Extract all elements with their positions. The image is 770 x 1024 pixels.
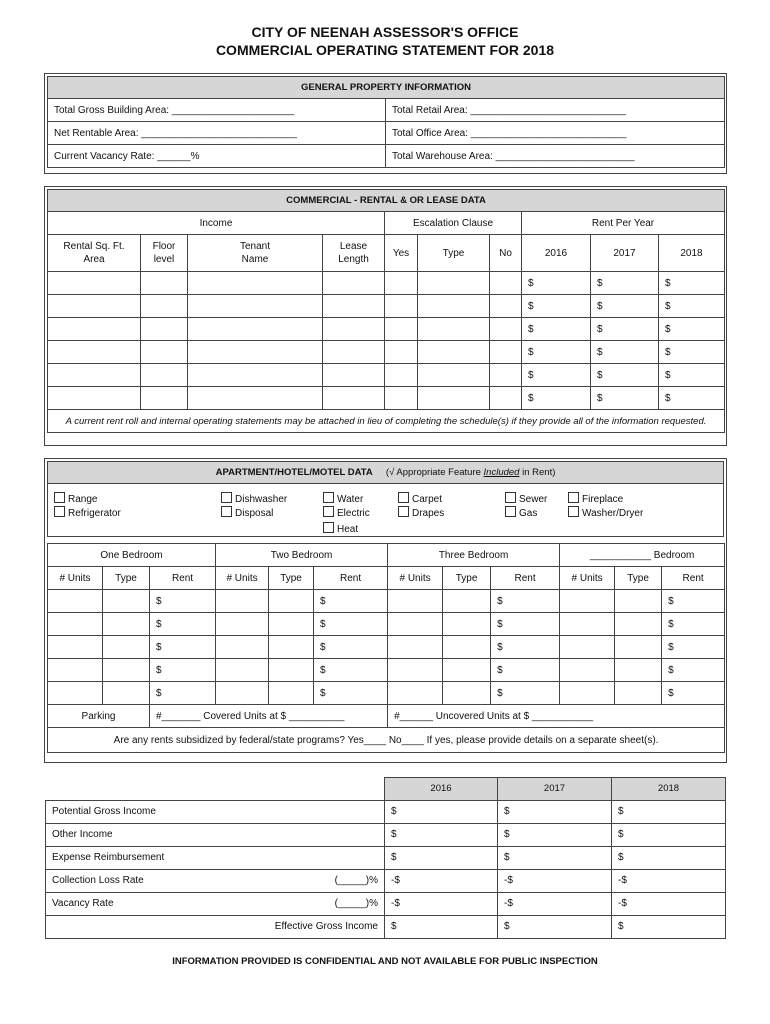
rental-row [48,364,725,387]
rental-cell[interactable] [141,364,188,387]
col-floor-level: Floor level [141,235,188,272]
effective-gross-2018[interactable]: $ [612,915,726,938]
apartment-cell[interactable] [269,659,314,682]
checkbox-icon[interactable] [323,522,334,533]
rental-cell[interactable] [48,318,141,341]
apartment-cell[interactable] [443,613,491,636]
apartment-cell[interactable] [269,636,314,659]
rental-row [48,318,725,341]
feature-disposal[interactable] [221,506,273,521]
confidential-footer: INFORMATION PROVIDED IS CONFIDENTIAL AND NOT AVAILABLE FOR PUBLIC INSPECTION [172,956,598,967]
feature-drapes[interactable] [398,506,444,521]
one-bedroom-header: One Bedroom [48,544,216,567]
checkbox-icon[interactable] [323,492,334,503]
total-retail-area-field[interactable]: Total Retail Area: ____________________________ [386,99,725,122]
rental-cell[interactable]: $ [659,341,725,364]
vacancy-label: Vacancy Rate [52,898,114,909]
uncovered-units-field[interactable]: #______ Uncovered Units at $ ___________ [388,705,725,728]
general-table [47,76,725,168]
rental-cell[interactable] [418,387,490,410]
apartment-cell[interactable] [269,613,314,636]
apartment-cell[interactable] [443,682,491,705]
general-title: GENERAL PROPERTY INFORMATION [48,77,725,99]
col-units: # Units [216,567,269,590]
rental-cell[interactable] [385,295,418,318]
feature-electric[interactable] [323,506,370,521]
potential-gross-label: Potential Gross Income [46,800,385,823]
other-income-label: Other Income [46,823,385,846]
rental-cell[interactable] [490,341,522,364]
rental-cell[interactable] [323,387,385,410]
rental-cell[interactable] [385,364,418,387]
other-bedroom-header: ___________ Bedroom [560,544,725,567]
feature-electric-label: Electric [337,508,370,519]
feature-washer-dryer-label: Washer/Dryer [582,508,644,519]
rental-cell[interactable] [141,272,188,295]
income-col-2018: 2018 [612,778,726,801]
rental-cell[interactable] [323,341,385,364]
income-table [45,777,726,939]
total-office-area-field[interactable]: Total Office Area: ____________________________ [386,122,725,145]
apartment-cell[interactable] [615,682,662,705]
feature-refrigerator-label: Refrigerator [68,508,121,519]
apartment-cell[interactable] [615,613,662,636]
income-blank [46,778,385,801]
feature-washer-dryer[interactable] [568,506,643,521]
rental-cell[interactable] [323,318,385,341]
apartment-cell[interactable] [216,659,269,682]
rental-cell[interactable]: $ [591,295,659,318]
apartment-cell[interactable] [615,590,662,613]
apartment-cell[interactable] [103,636,150,659]
apartment-cell[interactable] [560,659,615,682]
col-2017: 2017 [591,235,659,272]
col-yes: Yes [385,235,418,272]
col-rent: Rent [662,567,725,590]
apartment-cell[interactable]: $ [491,590,560,613]
apartment-cell[interactable]: $ [491,659,560,682]
rental-cell[interactable]: $ [591,272,659,295]
apartment-cell[interactable]: $ [314,590,388,613]
checkbox-icon[interactable] [398,506,409,517]
checkbox-icon[interactable] [221,492,232,503]
collection-loss-label: Collection Loss Rate [52,875,144,886]
apartment-cell[interactable] [103,659,150,682]
feature-sewer[interactable] [505,492,547,507]
apartment-cell[interactable] [216,590,269,613]
apartment-cell[interactable]: $ [662,682,725,705]
rental-cell[interactable] [48,364,141,387]
expense-reimb-2018[interactable]: $ [612,846,726,869]
apartment-cell[interactable]: $ [314,613,388,636]
collection-loss-2016[interactable]: -$ [385,869,498,892]
apartment-cell[interactable] [388,682,443,705]
col-2016: 2016 [522,235,591,272]
vacancy-row-label [46,892,385,915]
apartment-cell[interactable] [615,636,662,659]
rental-cell[interactable] [418,295,490,318]
apartment-cell[interactable] [216,682,269,705]
apartment-title-cell [48,462,724,484]
apartment-cell[interactable] [216,636,269,659]
rental-cell[interactable] [48,295,141,318]
apartment-cell[interactable] [560,682,615,705]
rental-title: COMMERCIAL - RENTAL & OR LEASE DATA [48,190,725,212]
apartment-cell[interactable]: $ [662,590,725,613]
rental-cell[interactable]: $ [591,364,659,387]
apartment-row [48,659,725,682]
expense-reimb-2016[interactable]: $ [385,846,498,869]
rental-cell[interactable] [490,272,522,295]
col-tenant-name: Tenant Name [188,235,323,272]
income-col-2017: 2017 [498,778,612,801]
apartment-cell[interactable] [560,636,615,659]
apartment-cell[interactable] [48,613,103,636]
apartment-cell[interactable]: $ [491,636,560,659]
col-rental-sqft: Rental Sq. Ft. Area [48,235,141,272]
effective-gross-2016[interactable]: $ [385,915,498,938]
feature-gas-label: Gas [519,508,538,519]
rental-cell[interactable]: $ [591,387,659,410]
rental-cell[interactable] [188,341,323,364]
expense-reimb-label: Expense Reimbursement [46,846,385,869]
covered-units-field[interactable]: #_______ Covered Units at $ __________ [150,705,388,728]
rental-cell[interactable] [48,272,141,295]
total-warehouse-area-field[interactable]: Total Warehouse Area: _________________________ [386,145,725,168]
rental-cell[interactable] [188,387,323,410]
rental-cell[interactable] [141,341,188,364]
apartment-cell[interactable] [216,613,269,636]
apartment-cell[interactable] [48,682,103,705]
collection-loss-2018[interactable]: -$ [612,869,726,892]
feature-heat[interactable] [323,522,358,537]
rental-cell[interactable] [323,295,385,318]
collection-loss-pct[interactable]: (_____)% [334,875,378,886]
vacancy-pct[interactable]: (_____)% [334,898,378,909]
vacancy-2018[interactable]: -$ [612,892,726,915]
income-header: Income [48,212,385,235]
apartment-cell[interactable] [103,590,150,613]
apartment-cell[interactable] [615,659,662,682]
rental-cell[interactable]: $ [659,387,725,410]
rental-cell[interactable] [188,364,323,387]
feature-refrigerator[interactable] [54,506,121,521]
feature-dishwasher[interactable] [221,492,287,507]
apartment-cell[interactable]: $ [662,613,725,636]
apartment-cell[interactable]: $ [662,659,725,682]
rental-cell[interactable] [48,341,141,364]
rent-roll-note: A current rent roll and internal operating statements may be attached in lieu of completing the schedule(s) if they provide all of the information requested. [48,410,725,433]
feature-carpet[interactable] [398,492,442,507]
apartment-cell[interactable]: $ [314,682,388,705]
rental-cell[interactable] [418,272,490,295]
feature-heat-label: Heat [337,524,359,535]
rental-cell[interactable] [188,272,323,295]
apartment-cell[interactable] [269,590,314,613]
rental-row [48,295,725,318]
checkbox-icon[interactable] [505,506,516,517]
col-rent: Rent [491,567,560,590]
potential-gross-2018[interactable]: $ [612,800,726,823]
rental-cell[interactable]: $ [659,364,725,387]
checkbox-icon[interactable] [221,506,232,517]
rental-cell[interactable]: $ [522,364,591,387]
rental-cell[interactable] [490,295,522,318]
three-bedroom-header: Three Bedroom [388,544,560,567]
rental-cell[interactable]: $ [522,295,591,318]
apartment-cell[interactable] [103,613,150,636]
checkbox-icon[interactable] [568,492,579,503]
apartment-title-note-post: in Rent) [519,467,556,478]
feature-water-label: Water [337,494,364,505]
rental-cell[interactable] [141,318,188,341]
rental-cell[interactable]: $ [591,341,659,364]
rental-cell[interactable] [490,364,522,387]
rental-cell[interactable] [323,364,385,387]
collection-loss-row-label [46,869,385,892]
checkbox-icon[interactable] [54,492,65,503]
checkbox-icon[interactable] [323,506,334,517]
rental-cell[interactable]: $ [659,295,725,318]
apartment-cell[interactable] [48,659,103,682]
rental-cell[interactable]: $ [659,272,725,295]
feature-sewer-label: Sewer [519,494,548,505]
rental-cell[interactable] [48,387,141,410]
apartment-col-headers [48,567,725,590]
potential-gross-2017[interactable]: $ [498,800,612,823]
apartment-cell[interactable] [48,590,103,613]
rental-row [48,387,725,410]
rental-cell[interactable] [490,387,522,410]
escalation-header: Escalation Clause [385,212,522,235]
rental-cell[interactable] [385,387,418,410]
col-rent: Rent [314,567,388,590]
effective-gross-2017[interactable]: $ [498,915,612,938]
checkbox-icon[interactable] [568,506,579,517]
col-type: Type [615,567,662,590]
apartment-cell[interactable]: $ [314,659,388,682]
income-col-2016: 2016 [385,778,498,801]
col-type: Type [418,235,490,272]
apartment-cell[interactable] [560,613,615,636]
apartment-cell[interactable]: $ [314,636,388,659]
apartment-cell[interactable] [48,636,103,659]
feature-range[interactable] [54,492,97,507]
apartment-cell[interactable] [443,590,491,613]
vacancy-rate-field[interactable]: Current Vacancy Rate: ______% [48,145,386,168]
apartment-cell[interactable] [443,659,491,682]
potential-gross-2016[interactable]: $ [385,800,498,823]
checkbox-icon[interactable] [398,492,409,503]
rental-cell[interactable] [385,318,418,341]
checkbox-icon[interactable] [505,492,516,503]
feature-water[interactable] [323,492,363,507]
feature-carpet-label: Carpet [412,494,443,505]
rental-cell[interactable] [141,387,188,410]
apartment-title: APARTMENT/HOTEL/MOTEL DATA [215,467,373,478]
rental-cell[interactable]: $ [522,272,591,295]
apartment-cell[interactable]: $ [150,613,216,636]
feature-drapes-label: Drapes [412,508,445,519]
col-units: # Units [560,567,615,590]
apartment-cell[interactable] [103,682,150,705]
apartment-cell[interactable]: $ [150,590,216,613]
col-lease-length: Lease Length [323,235,385,272]
effective-gross-label: Effective Gross Income [46,915,385,938]
total-gross-area-field[interactable]: Total Gross Building Area: ______________________ [48,99,386,122]
col-units: # Units [48,567,103,590]
col-units: # Units [388,567,443,590]
rental-cell[interactable]: $ [522,341,591,364]
apartment-title-note-em: Included [483,467,520,478]
two-bedroom-header: Two Bedroom [216,544,388,567]
net-rentable-area-field[interactable]: Net Rentable Area: ____________________________ [48,122,386,145]
form-title-line1: CITY OF NEENAH ASSESSOR'S OFFICE [251,24,519,40]
col-2018: 2018 [659,235,725,272]
other-income-2017[interactable]: $ [498,823,612,846]
rental-cell[interactable] [490,318,522,341]
rental-cell[interactable] [188,295,323,318]
col-type: Type [103,567,150,590]
rental-cell[interactable]: $ [522,318,591,341]
vacancy-2016[interactable]: -$ [385,892,498,915]
apartment-cell[interactable]: $ [491,682,560,705]
col-no: No [490,235,522,272]
col-rent: Rent [150,567,216,590]
apartment-row [48,590,725,613]
rental-cell[interactable] [418,318,490,341]
apartment-cell[interactable] [388,659,443,682]
rental-cell[interactable] [385,341,418,364]
apartment-cell[interactable] [388,590,443,613]
apartment-row [48,613,725,636]
col-type: Type [443,567,491,590]
rental-row [48,272,725,295]
rental-cell[interactable]: $ [659,318,725,341]
apartment-table [47,543,725,753]
apartment-cell[interactable] [269,682,314,705]
feature-fireplace[interactable] [568,492,623,507]
rental-cell[interactable]: $ [591,318,659,341]
apartment-cell[interactable] [443,636,491,659]
apartment-row [48,682,725,705]
rental-row [48,341,725,364]
other-income-2018[interactable]: $ [612,823,726,846]
col-type: Type [269,567,314,590]
subsidized-question[interactable]: Are any rents subsidized by federal/state programs? Yes____ No____ If yes, please provide details on a separate sheet(s). [48,728,725,753]
rental-table [47,189,725,433]
feature-fireplace-label: Fireplace [582,494,624,505]
apartment-cell[interactable]: $ [150,636,216,659]
apartment-cell[interactable]: $ [491,613,560,636]
checkbox-icon[interactable] [54,506,65,517]
rental-cell[interactable]: $ [522,387,591,410]
collection-loss-2017[interactable]: -$ [498,869,612,892]
feature-dishwasher-label: Dishwasher [235,494,288,505]
feature-disposal-label: Disposal [235,508,274,519]
apartment-row [48,636,725,659]
rental-cell[interactable] [418,364,490,387]
apartment-cell[interactable]: $ [662,636,725,659]
apartment-title-note-pre: (√ Appropriate Feature [385,467,484,478]
expense-reimb-2017[interactable]: $ [498,846,612,869]
feature-gas[interactable] [505,506,537,521]
vacancy-2017[interactable]: -$ [498,892,612,915]
parking-label: Parking [48,705,150,728]
feature-range-label: Range [68,494,98,505]
rental-cell[interactable] [385,272,418,295]
rental-cell[interactable] [188,318,323,341]
apartment-cell[interactable] [388,613,443,636]
apartment-cell[interactable]: $ [150,682,216,705]
rental-cell[interactable] [418,341,490,364]
apartment-cell[interactable] [388,636,443,659]
rental-cell[interactable] [323,272,385,295]
apartment-cell[interactable]: $ [150,659,216,682]
rent-per-year-header: Rent Per Year [522,212,725,235]
form-title-line2: COMMERCIAL OPERATING STATEMENT FOR 2018 [215,42,555,58]
other-income-2016[interactable]: $ [385,823,498,846]
apartment-cell[interactable] [560,590,615,613]
rental-cell[interactable] [141,295,188,318]
